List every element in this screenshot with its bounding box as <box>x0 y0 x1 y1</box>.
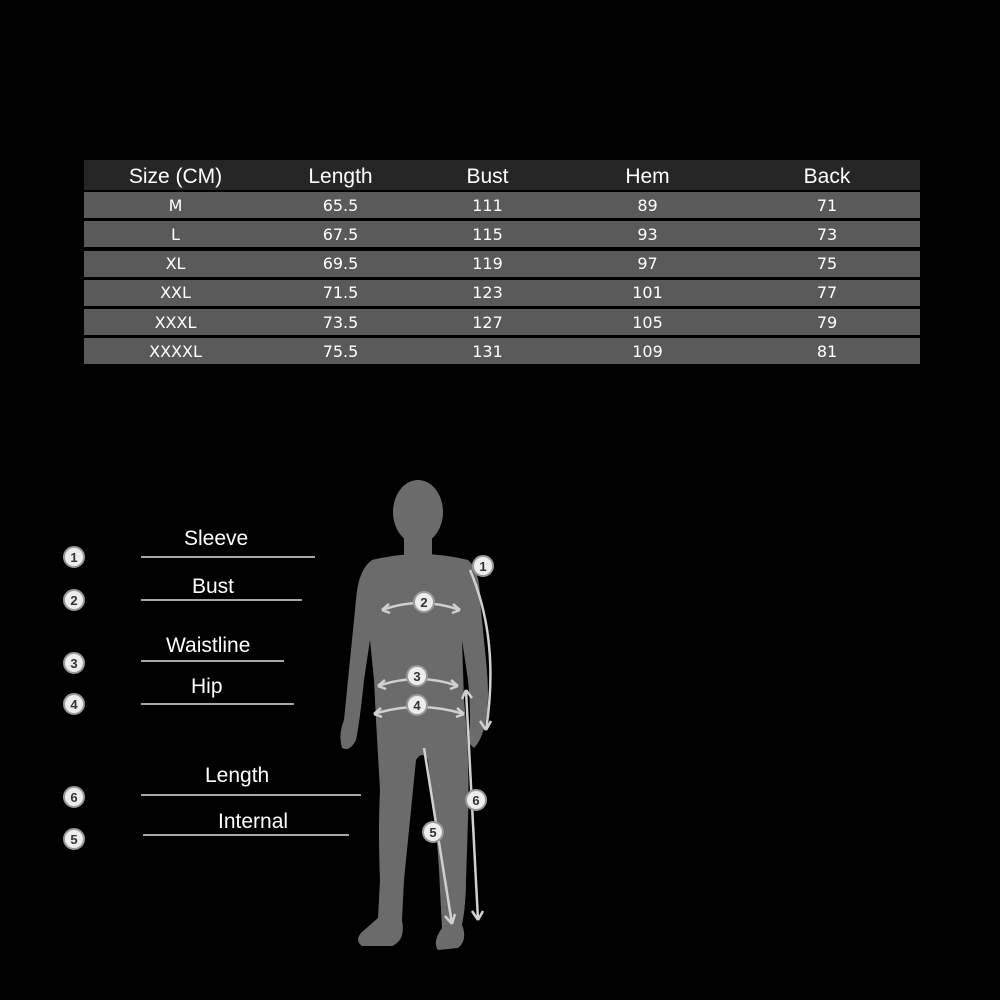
cell-size: XXXL <box>154 312 197 332</box>
cell-bust: 111 <box>472 195 503 215</box>
cell-size: XXL <box>160 283 191 303</box>
header-size: Size (CM) <box>128 164 223 188</box>
cell-back: 71 <box>816 195 838 215</box>
cell-length: 73.5 <box>322 312 359 332</box>
cell-bust: 119 <box>472 254 503 274</box>
figure-marker-3 <box>407 666 427 686</box>
cell-back: 77 <box>816 283 838 303</box>
cell-bust: 123 <box>472 283 503 303</box>
header-back: Back <box>803 164 851 188</box>
cell-length: 71.5 <box>322 283 359 303</box>
marker-2-text: 2 <box>420 595 428 610</box>
marker-4-text: 4 <box>413 698 421 713</box>
marker-1-text: 1 <box>479 559 487 574</box>
cell-back: 75 <box>816 254 838 274</box>
legend-marker-6: 6 <box>63 786 85 808</box>
header-length: Length <box>308 164 373 188</box>
cell-back: 81 <box>816 341 838 361</box>
legend-label-internal: Internal <box>218 810 289 833</box>
cell-length: 69.5 <box>322 254 359 274</box>
cell-bust: 115 <box>472 224 503 244</box>
legend-label-waistline: Waistline <box>166 634 251 657</box>
legend-label-length: Length <box>205 764 270 787</box>
marker-5-text: 5 <box>429 825 437 840</box>
cell-back: 73 <box>816 224 838 244</box>
figure-marker-6 <box>466 790 486 810</box>
cell-bust: 131 <box>472 341 503 361</box>
header-hem: Hem <box>625 164 670 188</box>
marker-3-text: 3 <box>413 669 421 684</box>
header-bust: Bust <box>466 164 509 188</box>
cell-hem: 97 <box>637 254 658 274</box>
figure-marker-5 <box>423 822 443 842</box>
figure-marker-2 <box>414 592 434 612</box>
cell-bust: 127 <box>472 312 503 332</box>
legend-marker-5: 5 <box>63 828 85 850</box>
figure-marker-4 <box>407 695 427 715</box>
cell-size: M <box>168 195 183 215</box>
legend-label-hip: Hip <box>191 675 223 698</box>
cell-length: 67.5 <box>322 224 359 244</box>
legend-label-sleeve: Sleeve <box>184 527 249 550</box>
legend-label-bust: Bust <box>192 575 235 598</box>
cell-back: 79 <box>816 312 838 332</box>
marker-6-text: 6 <box>472 793 480 808</box>
legend-marker-3: 3 <box>63 652 85 674</box>
legend-marker-1: 1 <box>63 546 85 568</box>
cell-hem: 93 <box>637 224 658 244</box>
legend-marker-2: 2 <box>63 589 85 611</box>
cell-length: 65.5 <box>322 195 359 215</box>
cell-hem: 109 <box>632 341 663 361</box>
cell-size: XL <box>165 254 186 274</box>
cell-hem: 105 <box>632 312 663 332</box>
legend-marker-4: 4 <box>63 693 85 715</box>
cell-size: XXXXL <box>149 341 202 361</box>
figure-marker-1 <box>473 556 493 576</box>
cell-hem: 101 <box>632 283 663 303</box>
cell-size: L <box>171 224 180 244</box>
cell-hem: 89 <box>637 195 658 215</box>
cell-length: 75.5 <box>322 341 359 361</box>
